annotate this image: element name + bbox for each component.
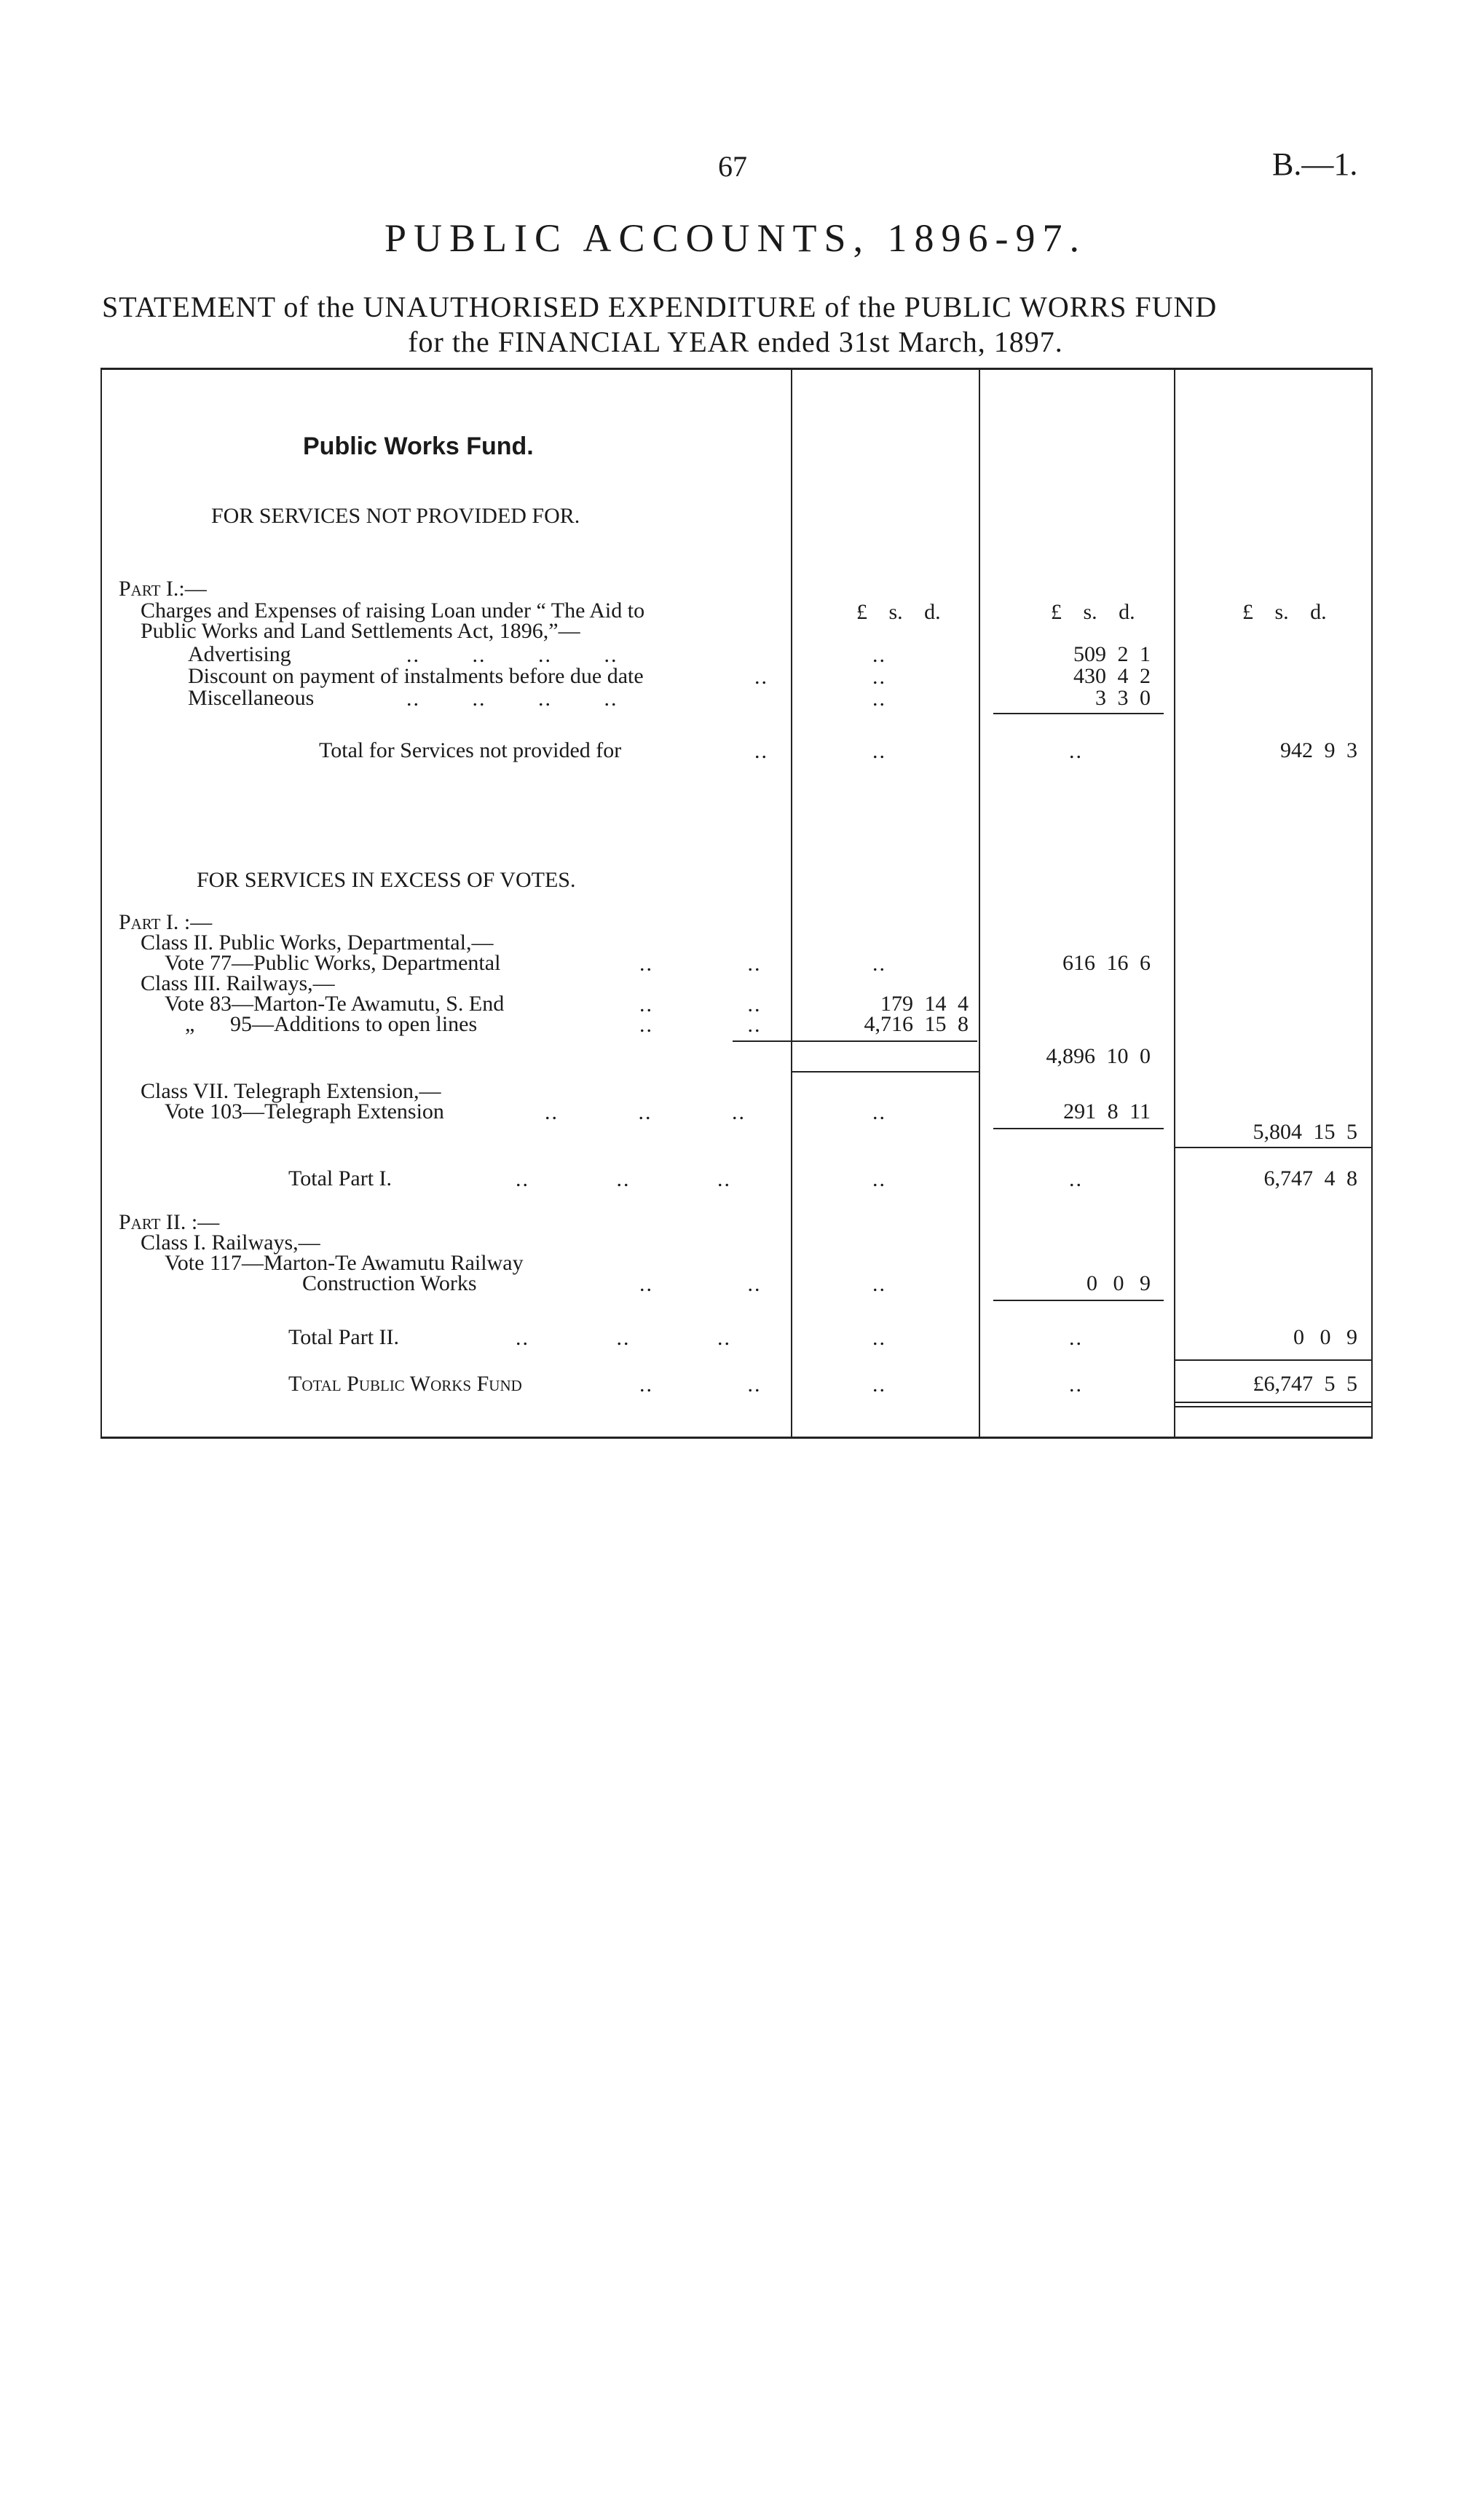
leader-dots: .. [872, 1167, 886, 1191]
vote-amount: 291 8 11 [1063, 1099, 1151, 1123]
leader-dots: .. .. .. .. [406, 687, 618, 711]
charges-line1: Charges and Expenses of raising Loan under “ The Aid to [141, 599, 645, 623]
section-heading-not-provided: FOR SERVICES NOT PROVIDED FOR. [211, 504, 580, 528]
subtotal-rule [993, 713, 1164, 714]
leader-dots: .. .. [639, 1372, 762, 1397]
leader-dots: .. [872, 687, 886, 711]
page-number: 67 [718, 150, 747, 183]
total-amount: 0 0 9 [1293, 1325, 1357, 1349]
leader-dots: .. .. [639, 952, 762, 976]
subtotal-rule [993, 1128, 1164, 1129]
part2-label: Part II. :— [119, 1210, 220, 1234]
column-divider-3 [1174, 368, 1175, 1438]
vote-label: 95—Additions to open lines [230, 1012, 478, 1036]
part1-votes-total: 5,804 15 5 [1253, 1120, 1357, 1144]
leader-dots: .. [872, 1100, 886, 1124]
vote-label: Construction Works [302, 1271, 477, 1295]
part1-label: Part I. :— [119, 910, 213, 934]
total-label: Total Part I. [288, 1166, 393, 1190]
leader-dots: .. [1069, 1372, 1083, 1397]
fund-title: Public Works Fund. [303, 432, 534, 460]
leader-dots: .. .. .. [516, 1167, 731, 1191]
vote-label: Vote 117—Marton-Te Awamutu Railway [165, 1251, 524, 1275]
subtotal-rule [1175, 1147, 1372, 1148]
vote-amount: 4,716 15 8 [864, 1012, 969, 1036]
section-heading-excess-votes: FOR SERVICES IN EXCESS OF VOTES. [197, 868, 576, 892]
leader-dots: .. .. .. .. [406, 643, 618, 667]
grand-total-top-rule [1175, 1359, 1372, 1361]
subtotal-rule [733, 1040, 977, 1042]
subtotal-rule [993, 1300, 1164, 1301]
table-top-rule [102, 368, 1372, 370]
item-label: Miscellaneous [188, 686, 315, 710]
statement-title-line1: STATEMENT of the UNAUTHORISED EXPENDITURE of the PUBLIC WORRS FUND [102, 291, 1218, 323]
class-label: Class VII. Telegraph Extension,— [141, 1079, 441, 1103]
class-label: Class III. Railways,— [141, 971, 335, 995]
leader-dots: .. .. .. [545, 1100, 746, 1124]
item-label: Discount on payment of instalments before due date [188, 664, 644, 688]
grand-total-label: Total Public Works Fund [288, 1372, 522, 1396]
leader-dots: .. [754, 739, 768, 763]
leader-dots: .. [872, 952, 886, 976]
leader-dots: .. .. [639, 1272, 762, 1296]
vote-amount: 616 16 6 [1062, 951, 1151, 975]
leader-dots: .. .. [639, 992, 762, 1016]
vote-amount: 179 14 4 [880, 992, 969, 1016]
total-amount: 6,747 4 8 [1263, 1166, 1357, 1190]
item-amount: 509 2 1 [1073, 642, 1151, 666]
currency-heading-col2: £ s. d. [1051, 600, 1135, 624]
railways-subtotal: 4,896 10 0 [1046, 1044, 1151, 1068]
leader-dots: .. [872, 739, 886, 763]
currency-heading-col3: £ s. d. [1242, 600, 1327, 624]
leader-dots: .. .. [639, 1013, 762, 1037]
leader-dots: .. [872, 665, 886, 689]
ditto-mark: „ [185, 1012, 195, 1036]
table-bottom-rule [100, 1437, 1373, 1439]
leader-dots: .. .. .. [516, 1326, 731, 1350]
grand-total-amount: £6,747 5 5 [1253, 1372, 1357, 1396]
total-label: Total for Services not provided for [319, 738, 622, 762]
total-label: Total Part II. [288, 1325, 400, 1349]
leader-dots: .. [872, 1326, 886, 1350]
item-amount: 430 4 2 [1073, 664, 1151, 688]
leader-dots: .. [872, 643, 886, 667]
item-label: Advertising [188, 642, 291, 666]
subtotal-rule [792, 1071, 979, 1073]
vote-label: Vote 77—Public Works, Departmental [165, 951, 501, 975]
column-divider-1 [791, 368, 792, 1438]
vote-label: Vote 83—Marton-Te Awamutu, S. End [165, 992, 505, 1016]
grand-total-double-rule [1175, 1406, 1372, 1407]
statement-title-line2: for the FINANCIAL YEAR ended 31st March, 1897. [408, 325, 1063, 358]
grand-total-double-rule [1175, 1402, 1372, 1403]
leader-dots: .. [872, 1272, 886, 1296]
page-title: PUBLIC ACCOUNTS, 1896-97. [384, 216, 1087, 260]
vote-label: Vote 103—Telegraph Extension [165, 1099, 444, 1123]
charges-line2: Public Works and Land Settlements Act, 1896,”— [141, 619, 580, 643]
vote-amount: 0 0 9 [1087, 1271, 1151, 1295]
leader-dots: .. [872, 1372, 886, 1397]
leader-dots: .. [1069, 739, 1083, 763]
leader-dots: .. [1069, 1167, 1083, 1191]
leader-dots: .. [754, 665, 768, 689]
class-label: Class II. Public Works, Departmental,— [141, 931, 494, 955]
table-right-border [1371, 368, 1373, 1438]
total-amount: 942 9 3 [1280, 738, 1357, 762]
class-label: Class I. Railways,— [141, 1231, 320, 1255]
series-code: B.—1. [1272, 146, 1358, 182]
item-amount: 3 3 0 [1095, 686, 1151, 710]
part1-label: Part I.:— [119, 577, 207, 601]
currency-heading-col1: £ s. d. [856, 600, 941, 624]
column-divider-2 [979, 368, 980, 1438]
leader-dots: .. [1069, 1326, 1083, 1350]
table-left-border [100, 368, 102, 1438]
expenditure-table [100, 368, 1373, 1442]
